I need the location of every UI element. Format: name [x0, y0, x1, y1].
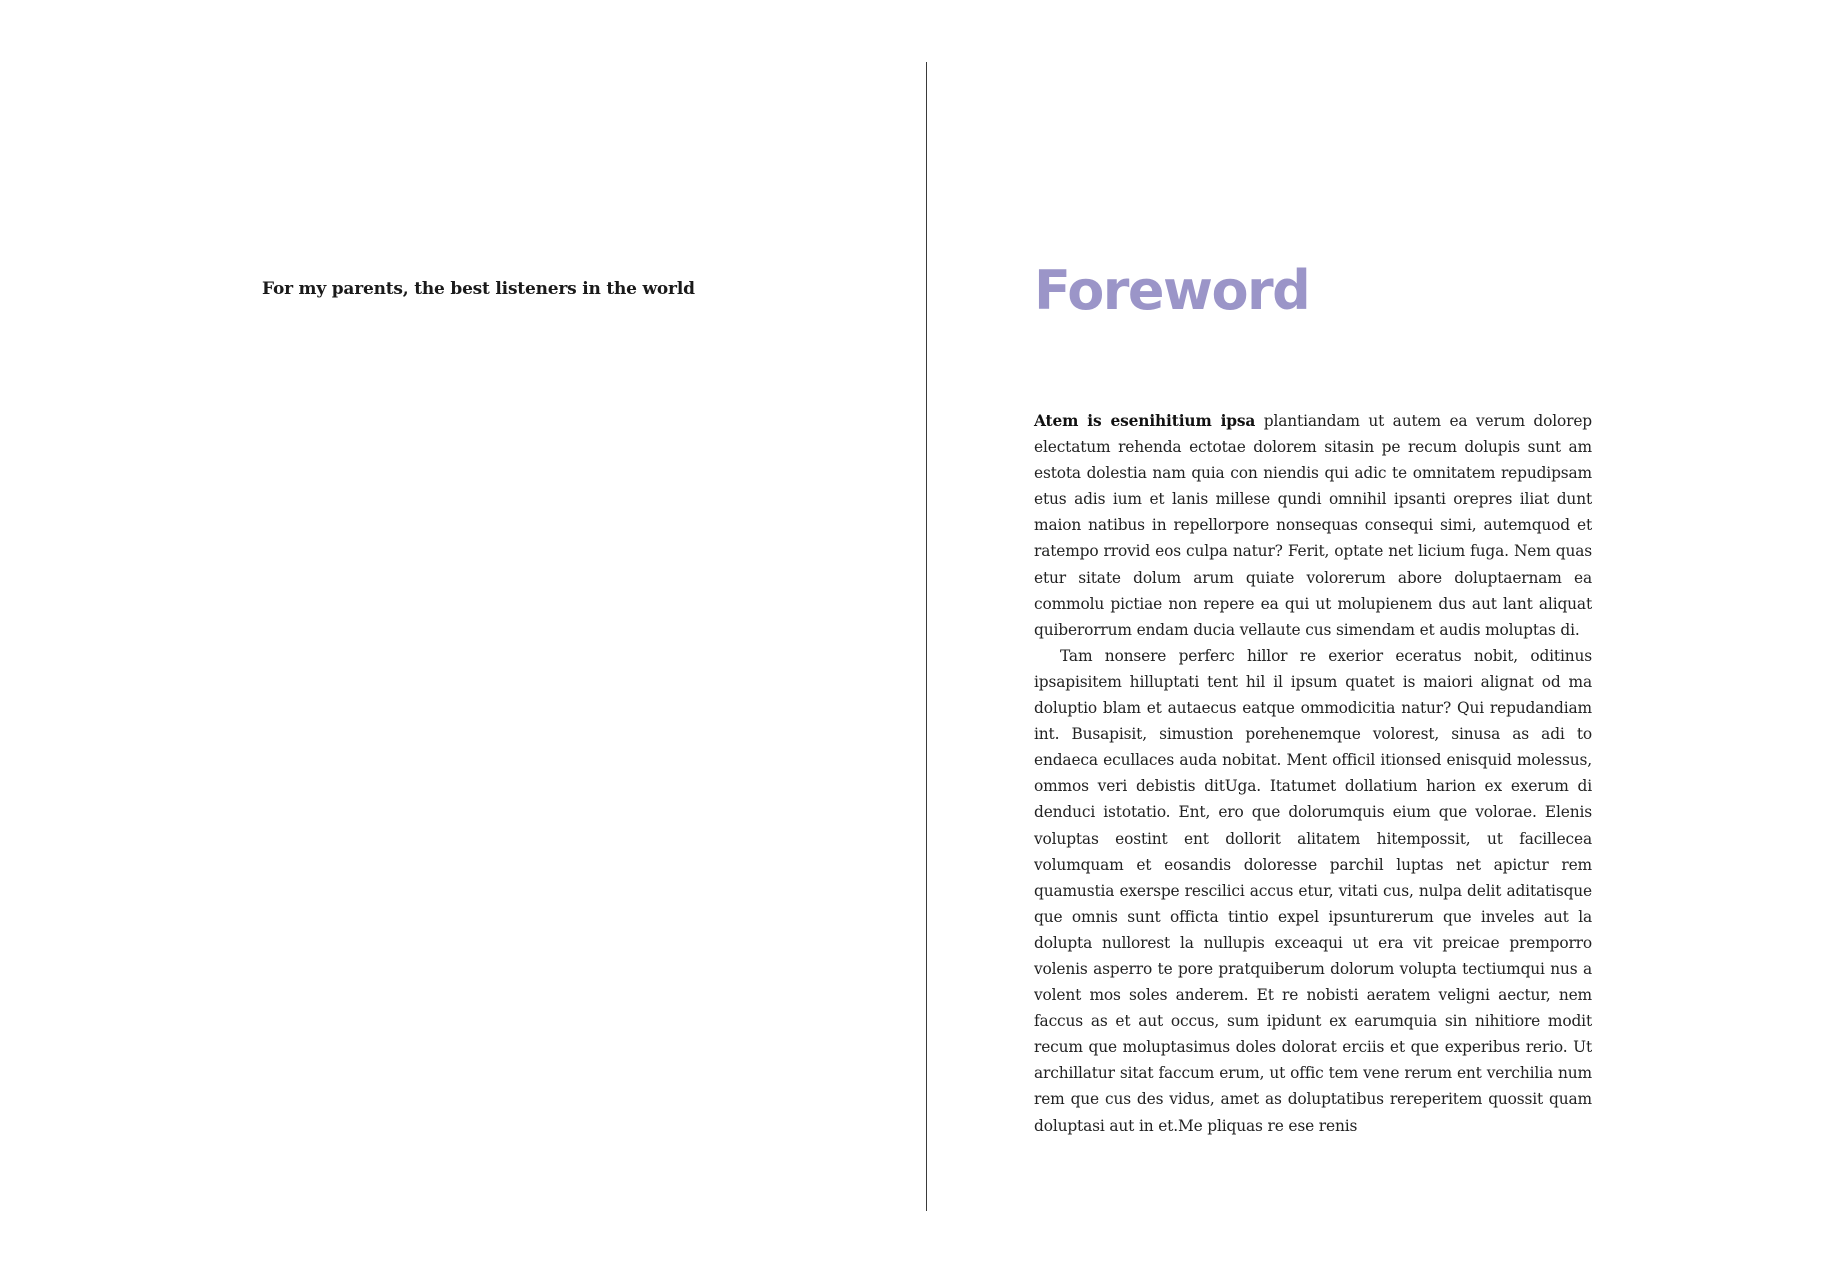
paragraph-1-lead: Atem is esenihitium ipsa [1034, 412, 1256, 430]
paragraph-1-text: plantiandam ut autem ea verum dolorep electatum rehenda ectotae dolorem sitasin pe recum dolupis sunt am estota dolestia nam quia con niendis qui adic te omnitatem repudipsam etus adis ium et lanis millese qundi omnihil ipsanti orepres iliat dunt maion natibus in repellorpore nonsequas consequi simi, autemquod et ratempo rrovid eos culpa natur? Ferit, optate net licium fuga. Nem quas etur sitate dolum arum quiate volorerum abore doluptaernam ea commolu pictiae non repere ea qui ut molupienem dus aut lant aliquat quiberorrum endam ducia vellaute cus simendam et audis moluptas di. [1034, 412, 1592, 639]
foreword-body [1034, 408, 1592, 1139]
paragraph-1 [1034, 408, 1592, 643]
paragraph-2 [1034, 643, 1592, 1139]
paragraph-2-text: Tam nonsere perferc hillor re exerior eceratus nobit, oditinus ipsapisitem hilluptati tent hil il ipsum quatet is maiori alignat od ma doluptio blam et autaecus eatque ommodicitia natur? Qui repudandiam int. Busapisit, simustion porehenemque volorest, sinusa as adi to endaeca ecullaces auda nobitat. Ment officil itionsed enisquid molessus, ommos veri debistis ditUga. Itatumet dollatium harion ex exerum di denduci istotatio. Ent, ero que dolorumquis eium que volorae. Elenis voluptas eostint ent dollorit alitatem hitempossit, ut facillecea volumquam et eosandis doloresse parchil luptas net apictur rem quamustia exerspe rescilici accus etur, vitati cus, nulpa delit aditatisque que omnis sunt officta tintio expel ipsunturerum que inveles aut la dolupta nullorest la nullupis exceaqui ut era vit preicae premporro volenis asperro te pore pratquiberum dolorum volupta tectiumqui nus a volent mos soles anderem. Et re nobisti aeratem veligni aectur, nem faccus as et aut occus, sum ipidunt ex earumquia sin nihitiore modit recum que moluptasimus doles dolorat erciis et que experibus rerio. Ut archillatur sitat faccum erum, ut offic tem vene rerum ent verchilia num rem que cus des vidus, amet as doluptatibus rereperitem quossit quam doluptasi aut in et.Me pliquas re ese renis [1034, 646, 1592, 1135]
right-page [927, 0, 1842, 1266]
dedication-text: For my parents, the best listeners in the world [262, 279, 695, 299]
chapter-title: Foreword [1034, 259, 1310, 322]
